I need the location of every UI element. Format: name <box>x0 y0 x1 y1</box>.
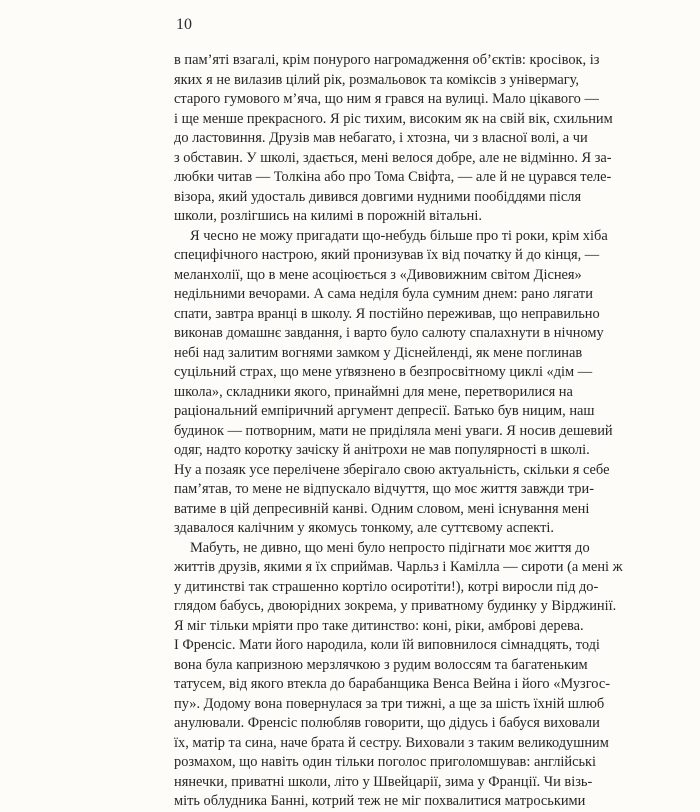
text-line: здавалося калічним у якомусь тонкому, але суттєвому аспекті. <box>174 520 554 536</box>
text-line: Я чесно не можу пригадати що-небудь більше про ті роки, крім хіба <box>190 227 608 244</box>
text-line: розмахом, що навіть один тільки поголос приголомшував: англійські <box>174 754 597 770</box>
text-line: нянечки, приватні школи, літо у Швейцарії, зима у Франції. Чи візь- <box>174 773 593 790</box>
text-line: у дитинстві так страшенно кортіло осиротіти!), котрі виросли під до- <box>174 578 599 595</box>
text-line: небі над залитим вогнями замком у Діснейленді, як мене поглинав <box>174 344 583 361</box>
text-line: школа», складники якого, принаймні для мене, перетворилися на <box>174 383 573 400</box>
text-line: їх, матір та сина, наче брата й сестру. Виховали з таким великодушним <box>174 734 609 751</box>
text-line: пам’ятав, то мене не відпускало відчуття, що моє життя завжди три- <box>174 481 594 497</box>
paragraph <box>174 51 613 227</box>
text-line: недільними вечорами. А сама неділя була сумним днем: рано лягати <box>174 286 593 302</box>
text-line: спати, завтра вранці в школу. Я постійно переживав, що неправильно <box>174 305 600 322</box>
text-line: одяг, надто коротку зачіску й анітрохи не мав популярності в школі. <box>174 442 590 458</box>
text-line: глядом бабусь, двоюрідних зокрема, у приватному будинку у Вірджинії. <box>174 598 617 614</box>
text-line: візора, який удосталь дивився довгими нудними пообіддями після <box>174 188 582 205</box>
body-text <box>174 51 623 812</box>
text-line: школи, розлігшись на килимі в порожній вітальні. <box>174 208 482 224</box>
text-line: раціональний емпіричний аргумент депресії. Батько був ницим, наш <box>174 403 595 419</box>
text-line: старого гумового м’яча, що ним я грався на вулиці. Мало цікавого — <box>174 91 599 107</box>
text-line: Мабуть, не дивно, що мені було непросто підігнати моє життя до <box>190 539 590 556</box>
text-line: любки читав — Толкіна або про Тома Свіфта, — але й не цурався теле- <box>174 169 612 185</box>
text-line: в пам’яті взагалі, крім понурого нагромадження об’єктів: кросівок, із <box>174 52 600 68</box>
text-line: з обставин. У школі, здається, мені велося добре, але не відмінно. Я за- <box>174 149 612 166</box>
text-line: вона була капризною мерзлячкою з рудим волоссям та багатеньким <box>174 656 588 673</box>
text-line: Ну а позаяк усе перелічене зберігало свою актуальність, скільки я себе <box>174 461 610 478</box>
text-line: специфічного настрою, який пронизував їх від початку й до кінця, — <box>174 247 600 263</box>
text-line: меланхолії, що в мене асоціюється з «Дивовижним світом Діснея» <box>174 266 582 283</box>
text-line: суцільний страх, що мене уґвязнено в безпросвітному циклі «дім — <box>174 364 593 380</box>
text-line: пу». Додому вона повернулася за три тижні, а ще за шість їхній шлюб <box>174 695 605 712</box>
text-line: будинок — потворним, мати не приділяла мені уваги. Я носив дешевий <box>174 422 613 439</box>
text-line: І Френсіс. Мати його народила, коли їй виповнилося сімнадцять, тоді <box>174 637 600 653</box>
text-line: Я міг тільки мріяти про таке дитинство: коні, ріки, амброві дерева. <box>174 617 584 634</box>
text-line: життів друзів, якими я їх сприймав. Чарльз і Камілла — сироти (а мені ж <box>174 559 623 575</box>
text-line: анулювали. Френсіс полюбляв говорити, що дідусь і бабуся виховали <box>174 715 600 731</box>
page-number: 10 <box>176 16 192 33</box>
paragraph <box>174 539 623 812</box>
text-line: ватиме в цій депресивній канві. Одним словом, мені існування мені <box>174 500 590 517</box>
text-line: до ластовиння. Друзів мав небагато, і хтозна, чи з власної волі, а чи <box>174 130 588 146</box>
text-line: і ще менше прекрасного. Я ріс тихим, високим як на свій вік, схильним <box>174 110 613 127</box>
text-line: міть облудника Банні, котрий теж не міг похвалитися матроськими <box>174 793 586 809</box>
paragraph <box>174 227 613 539</box>
text-line: татусем, від якого втекла до барабанщика Венса Вейна і його «Музгос- <box>174 676 611 692</box>
text-line: яких я не вилазив цілий рік, розмальовок та коміксів з універмагу, <box>174 71 579 88</box>
text-line: виконав домашнє завдання, і варто було салюту спалахнути в нічному <box>174 325 604 341</box>
